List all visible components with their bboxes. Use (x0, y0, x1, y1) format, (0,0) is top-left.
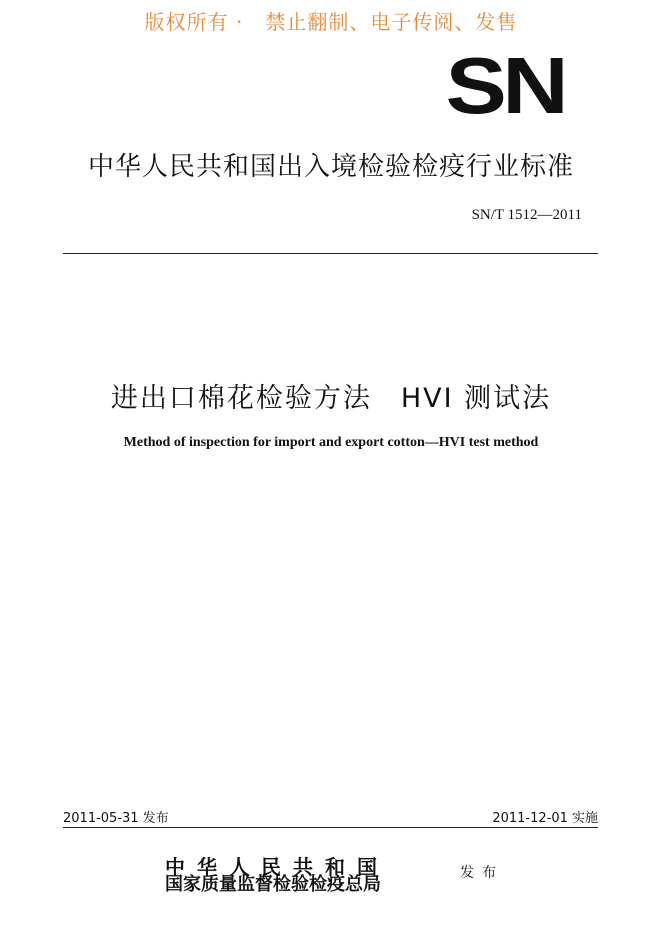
issue-date: 2011-05-31 发布 (63, 811, 169, 826)
issuer-verb: 发布 (460, 865, 504, 881)
copyright-notice: 版权所有 · 禁止翻制、电子传阅、发售 (144, 10, 518, 34)
sn-logo: SN (445, 41, 564, 130)
top-divider (63, 253, 598, 254)
document-title-english: Method of inspection for import and export cotton—HVI test method (123, 435, 539, 450)
issuer-country: 中华人民共和国 (165, 855, 389, 879)
standard-code: SN/T 1512—2011 (471, 207, 582, 223)
organization-title: 中华人民共和国出入境检验检疫行业标准 (87, 152, 574, 182)
document-title-chinese: 进出口棉花检验方法 HVI 测试法 (110, 383, 552, 414)
bottom-divider (63, 827, 598, 828)
implementation-date: 2011-12-01 实施 (492, 811, 598, 826)
issuer-agency: 国家质量监督检验检疫总局 (165, 874, 381, 895)
